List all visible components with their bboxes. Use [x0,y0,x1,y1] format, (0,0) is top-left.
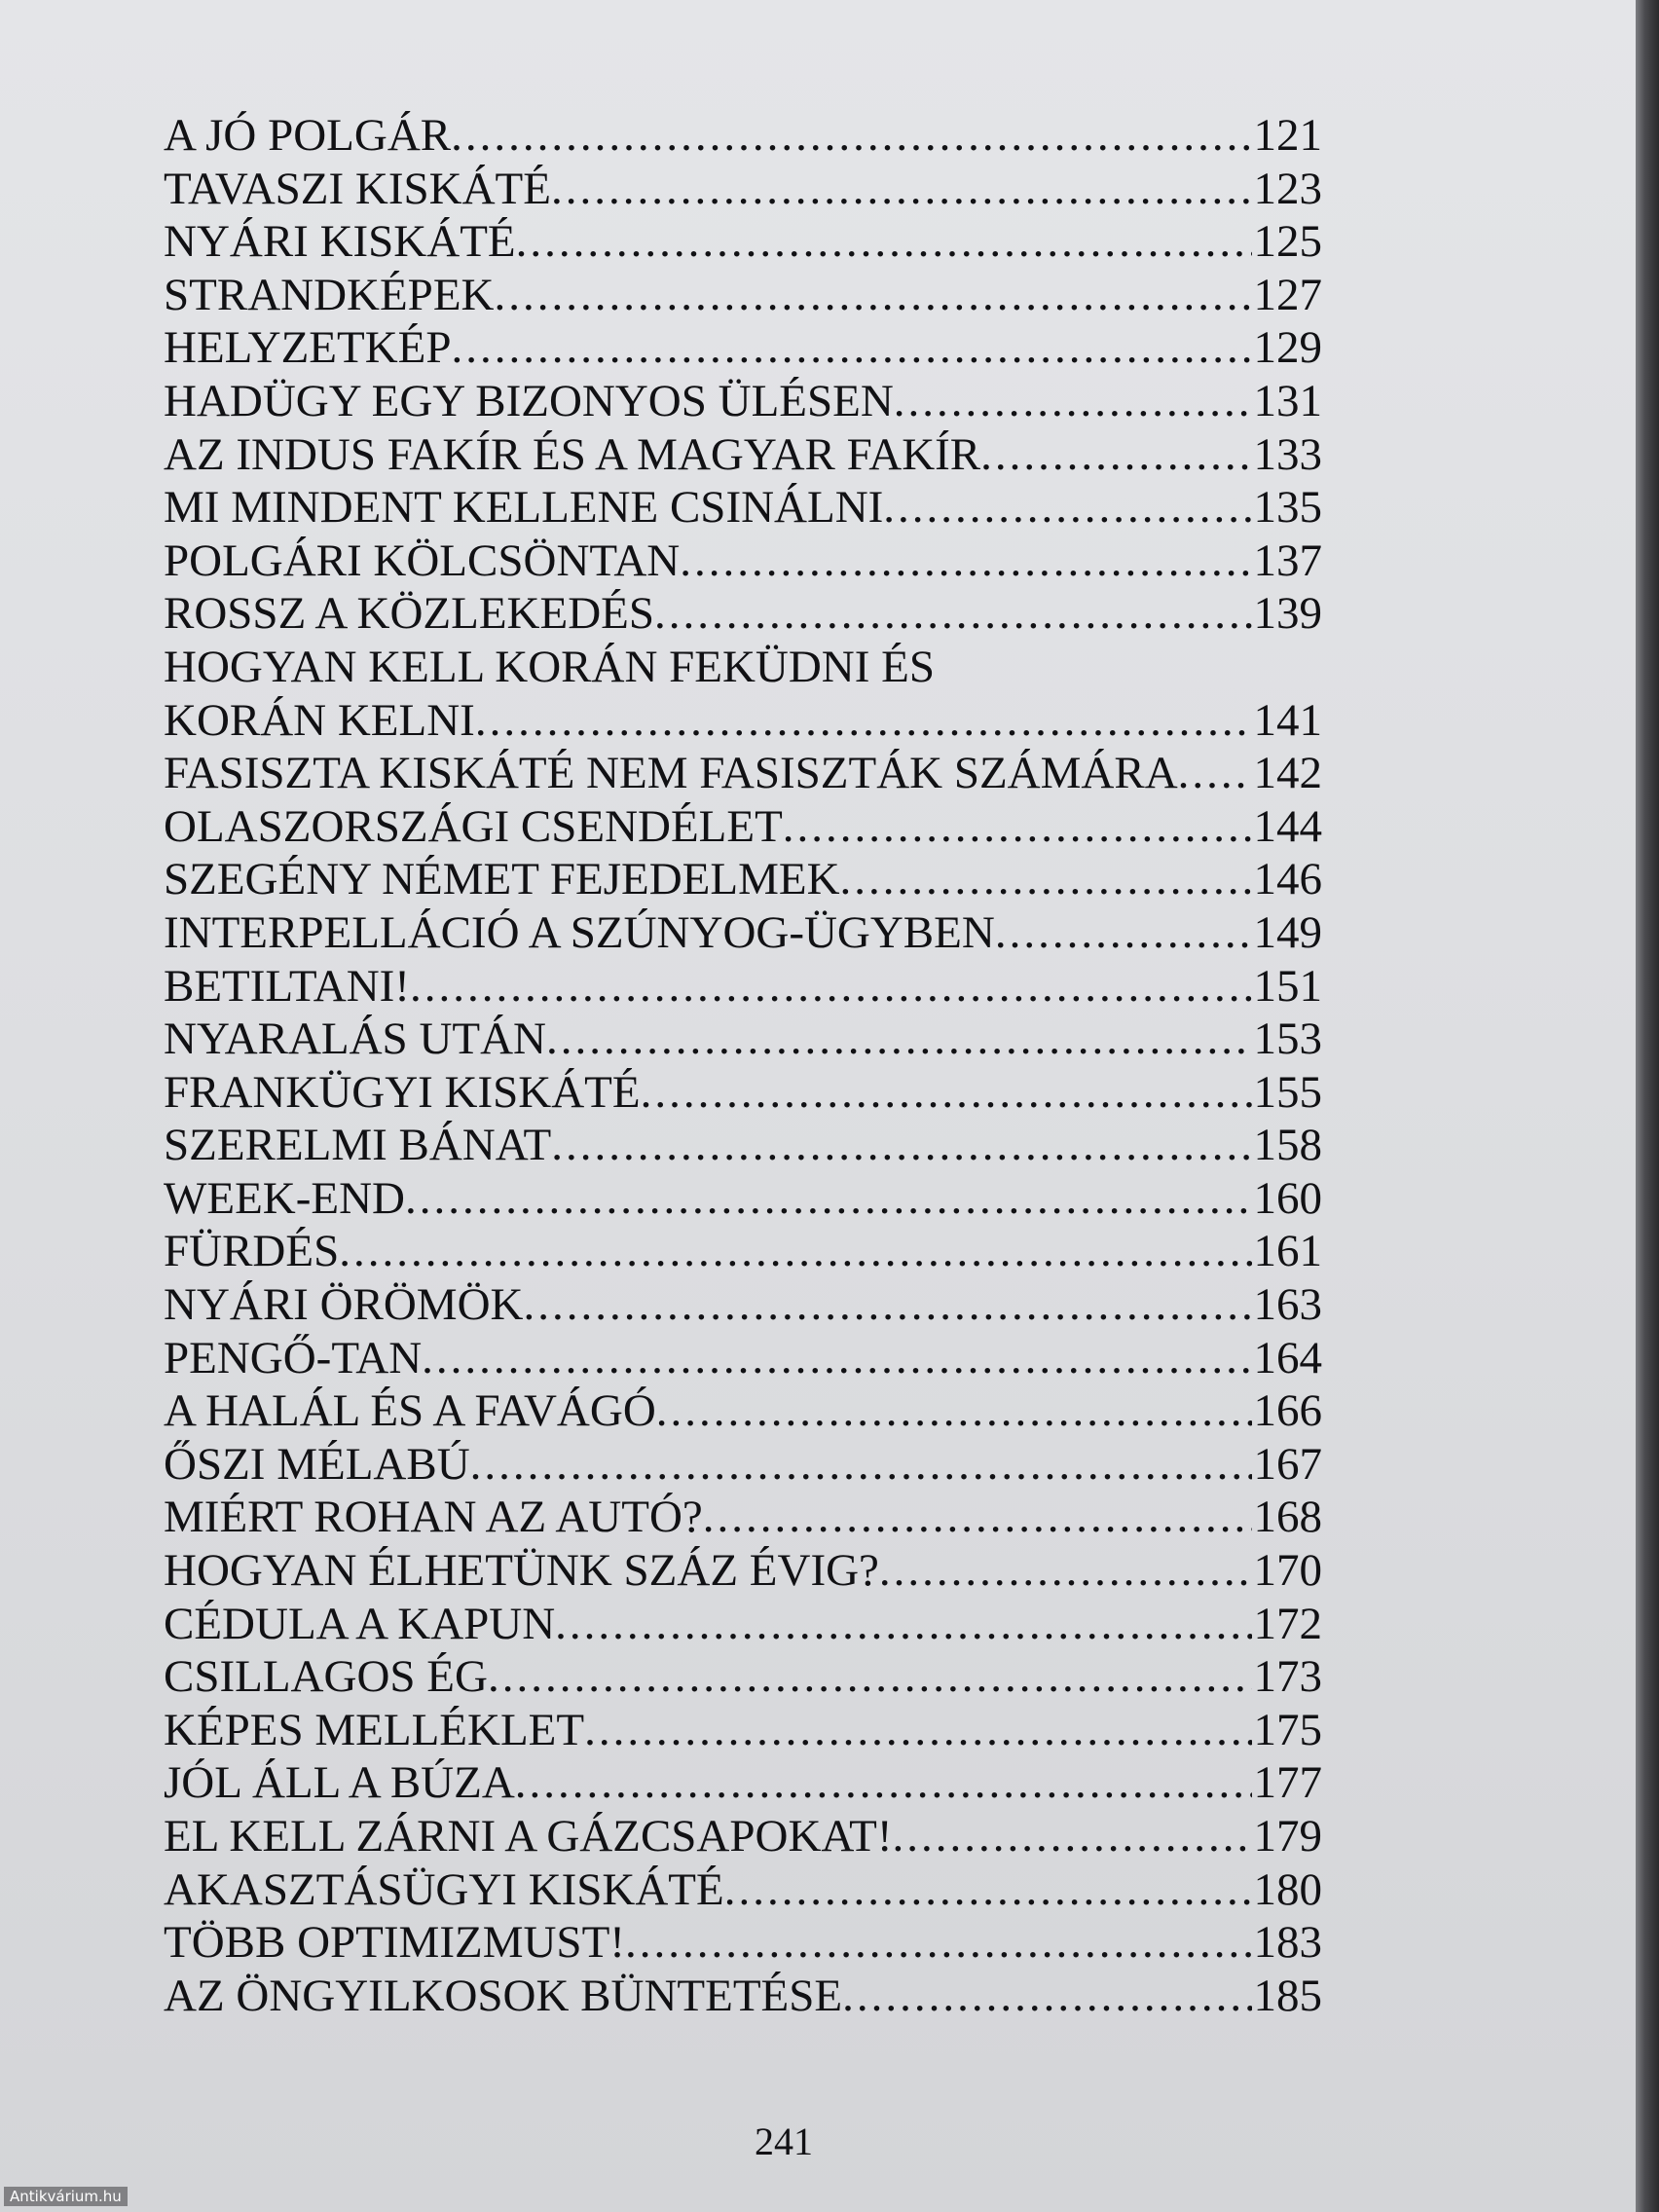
dot-leader [452,321,1252,375]
toc-entry-page: 133 [1253,428,1322,480]
toc-entry-page: 151 [1253,960,1322,1012]
toc-entry-title: NYÁRI KISKÁTÉ [164,216,516,268]
dot-leader [405,1172,1252,1226]
dot-leader [893,1810,1252,1863]
toc-entry-page: 183 [1253,1917,1322,1969]
dot-leader [641,1066,1252,1120]
toc-entry-title: FÜRDÉS [164,1226,340,1277]
toc-entry-page: 166 [1253,1385,1322,1437]
dot-leader [654,587,1252,641]
toc-entry [164,321,1322,375]
toc-entry [164,1172,1322,1226]
toc-entry-title: JÓL ÁLL A BÚZA [164,1757,515,1809]
dot-leader [625,1916,1252,1970]
toc-entry-title: A HALÁL ÉS A FAVÁGÓ [164,1385,656,1437]
toc-entry [164,1278,1322,1332]
toc-entry-page: 131 [1253,375,1322,426]
toc-entry [164,747,1322,800]
toc-entry-title: BETILTANI! [164,960,410,1012]
dot-leader [546,1013,1252,1066]
toc-entry-page: 125 [1253,216,1322,268]
dot-leader [516,215,1252,269]
toc-entry [164,535,1322,588]
toc-entry [164,1013,1322,1066]
dot-leader [703,1491,1252,1544]
toc-entry-page: 149 [1253,906,1322,958]
toc-entry-title: CSILLAGOS ÉG [164,1651,488,1703]
toc-entry-page: 129 [1253,322,1322,374]
dot-leader [879,1544,1252,1598]
dot-leader [842,1970,1251,2023]
toc-entry [164,1650,1322,1704]
toc-entry-title: AKASZTÁSÜGYI KISKÁTÉ [164,1863,724,1915]
toc-entry-page: 167 [1253,1438,1322,1490]
toc-entry-title: ŐSZI MÉLABÚ [164,1438,470,1490]
toc-entry [164,1225,1322,1278]
toc-entry [164,1704,1322,1757]
toc-entry-title: HELYZETKÉP [164,322,452,374]
toc-entry-title: AZ ÖNGYILKOSOK BÜNTETÉSE [164,1970,843,2021]
toc-entry [164,269,1322,322]
dot-leader [551,1119,1251,1172]
toc-entry-title: KORÁN KELNI [164,694,475,746]
toc-entry [164,1916,1322,1970]
toc-entry-page: 153 [1253,1014,1322,1065]
dot-leader [422,1332,1251,1385]
toc-entry [164,1598,1322,1651]
toc-entry [164,428,1322,482]
toc-entry-title: SZEGÉNY NÉMET FEJEDELMEK [164,854,840,905]
toc-entry-page: 185 [1253,1970,1322,2021]
toc-entry [164,1384,1322,1438]
page-number: 241 [755,2120,813,2163]
dot-leader [475,694,1252,748]
dot-leader [656,1384,1252,1438]
toc-entry-page: 155 [1253,1066,1322,1118]
toc-entry [164,109,1322,163]
dot-leader [494,269,1251,322]
toc-entry-page: 168 [1253,1492,1322,1543]
dot-leader [410,960,1252,1014]
toc-entry [164,587,1322,641]
toc-entry [164,375,1322,428]
toc-entry-title: WEEK-END [164,1172,405,1224]
toc-entry-title: FASISZTA KISKÁTÉ NEM FASISZTÁK SZÁMÁRA [164,748,1178,799]
toc-entry-page: 141 [1253,694,1322,746]
dot-leader [783,800,1252,854]
toc-entry [164,641,1322,694]
toc-entry-page: 146 [1253,854,1322,905]
dot-leader [523,1278,1251,1332]
toc-entry-page: 170 [1253,1545,1322,1597]
toc-entry-title: STRANDKÉPEK [164,269,495,320]
dot-leader [980,428,1251,482]
dot-leader [451,109,1251,163]
toc-entry-title: MI MINDENT KELLENE CSINÁLNI [164,482,884,534]
toc-entry [164,1332,1322,1385]
toc-entry-page: 142 [1253,748,1322,799]
toc-entry-page: 180 [1253,1863,1322,1915]
toc-entry-title: PENGŐ-TAN [164,1332,423,1383]
toc-entry [164,960,1322,1014]
table-of-contents [164,109,1322,2022]
toc-entry-page: 137 [1253,535,1322,586]
toc-entry [164,853,1322,906]
toc-entry [164,800,1322,854]
toc-entry [164,1810,1322,1863]
toc-entry-title: MIÉRT ROHAN AZ AUTÓ? [164,1492,703,1543]
toc-entry-page: 161 [1253,1226,1322,1277]
dot-leader [883,481,1251,535]
toc-entry-title: HADÜGY EGY BIZONYOS ÜLÉSEN [164,375,894,426]
toc-entry [164,694,1322,748]
toc-entry-title: TÖBB OPTIMIZMUST! [164,1917,625,1969]
toc-entry-title: CÉDULA A KAPUN [164,1598,556,1649]
toc-entry [164,1756,1322,1810]
toc-entry-page: 139 [1253,588,1322,640]
toc-entry-title: TAVASZI KISKÁTÉ [164,163,551,214]
toc-entry [164,1438,1322,1492]
toc-entry-title: ROSSZ A KÖZLEKEDÉS [164,588,654,640]
toc-entry-page: 160 [1253,1172,1322,1224]
dot-leader [515,1756,1252,1810]
toc-entry-title: INTERPELLÁCIÓ A SZÚNYOG-ÜGYBEN [164,906,995,958]
dot-leader [894,375,1252,428]
toc-entry-title: HOGYAN KELL KORÁN FEKÜDNI ÉS [164,641,936,692]
toc-entry-page: 163 [1253,1279,1322,1331]
toc-entry-page: 179 [1253,1811,1322,1862]
toc-entry-title: AZ INDUS FAKÍR ÉS A MAGYAR FAKÍR [164,428,981,480]
dot-leader [724,1863,1252,1917]
dot-leader [470,1438,1252,1492]
toc-entry [164,906,1322,960]
dot-leader [551,163,1252,216]
dot-leader [339,1225,1251,1278]
toc-entry-page: 121 [1253,110,1322,161]
toc-entry-page: 173 [1253,1651,1322,1703]
toc-entry-title: KÉPES MELLÉKLET [164,1704,585,1755]
dot-leader [995,906,1252,960]
toc-entry [164,163,1322,216]
toc-entry-page: 127 [1253,269,1322,320]
toc-entry-title: SZERELMI BÁNAT [164,1120,552,1171]
toc-entry-page: 164 [1253,1332,1322,1383]
toc-entry-page: 177 [1253,1757,1322,1809]
toc-entry-page: 123 [1253,163,1322,214]
toc-entry-title: EL KELL ZÁRNI A GÁZCSAPOKAT! [164,1811,893,1862]
toc-entry-title: HOGYAN ÉLHETÜNK SZÁZ ÉVIG? [164,1545,879,1597]
toc-entry-title: POLGÁRI KÖLCSÖNTAN [164,535,681,586]
toc-entry [164,215,1322,269]
dot-leader [680,535,1251,588]
toc-entry-title: NYARALÁS UTÁN [164,1014,546,1065]
toc-entry-page: 158 [1253,1120,1322,1171]
toc-entry-title: OLASZORSZÁGI CSENDÉLET [164,800,783,852]
toc-entry [164,1119,1322,1172]
watermark: Antikvárium.hu [4,2187,128,2206]
toc-entry [164,1863,1322,1917]
dot-leader [488,1650,1252,1704]
toc-entry [164,1491,1322,1544]
dot-leader [584,1704,1251,1757]
toc-entry-page: 175 [1253,1704,1322,1755]
dot-leader [1178,747,1252,800]
page-edge-shadow [1636,0,1659,2212]
toc-entry-title: A JÓ POLGÁR [164,110,452,161]
dot-leader [555,1598,1251,1651]
toc-entry-title: FRANKÜGYI KISKÁTÉ [164,1066,641,1118]
dot-leader [840,853,1252,906]
toc-entry [164,1544,1322,1598]
toc-entry [164,1970,1322,2023]
toc-entry [164,481,1322,535]
toc-entry-page: 172 [1253,1598,1322,1649]
toc-entry-page: 144 [1253,800,1322,852]
toc-entry [164,1066,1322,1120]
toc-entry-title: NYÁRI ÖRÖMÖK [164,1279,524,1331]
toc-entry-page: 135 [1253,482,1322,534]
